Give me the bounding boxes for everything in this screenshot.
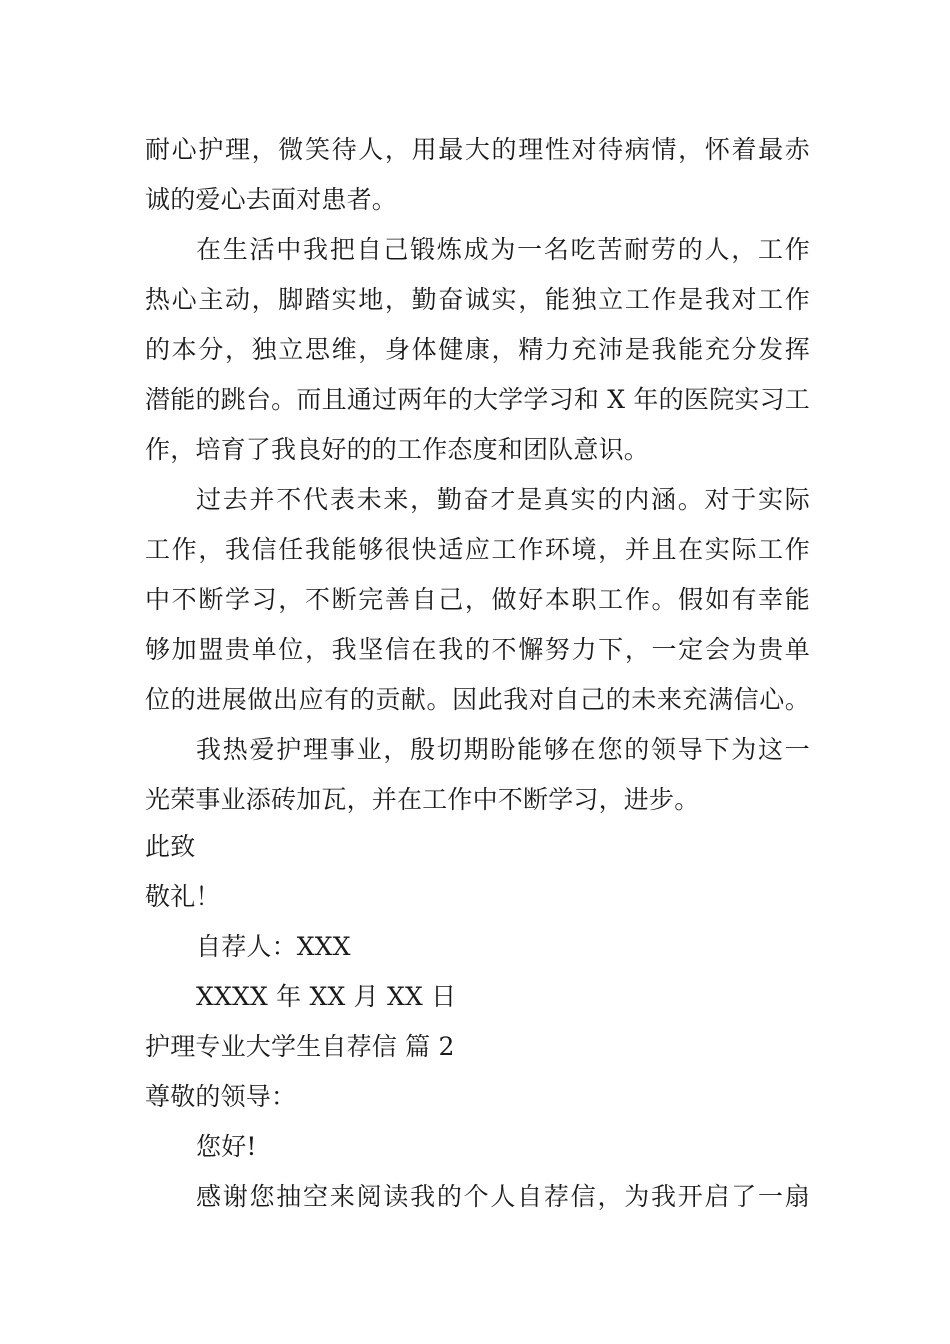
text-line: 光荣事业添砖加瓦，并在工作中不断学习，进步。 <box>145 785 700 814</box>
closing-line: 此致 <box>145 832 196 861</box>
text-line: 够加盟贵单位，我坚信在我的不懈努力下，一定会为贵单 <box>145 635 810 664</box>
text-line: 位的进展做出应有的贡献。因此我对自己的未来充满信心。 <box>145 685 810 714</box>
text-line: 热心主动，脚踏实地，勤奋诚实，能独立工作是我对工作 <box>145 285 810 314</box>
text-line: 过去并不代表未来，勤奋才是真实的内涵。对于实际 <box>196 485 810 514</box>
greeting-line: 您好! <box>196 1132 257 1161</box>
text-line: 我热爱护理事业，殷切期盼能够在您的领导下为这一 <box>196 735 810 764</box>
section-heading: 护理专业大学生自荐信 篇 2 <box>145 1032 455 1061</box>
text-line: 诚的爱心去面对患者。 <box>145 185 398 214</box>
text-line: 在生活中我把自己锻炼成为一名吃苦耐劳的人，工作 <box>196 235 810 264</box>
text-line: 的本分，独立思维，身体健康，精力充沛是我能充分发挥 <box>145 335 810 364</box>
text-line: 工作，我信任我能够很快适应工作环境，并且在实际工作 <box>145 535 810 564</box>
text-line: 作，培育了我良好的的工作态度和团队意识。 <box>145 435 650 464</box>
text-line: 耐心护理，微笑待人，用最大的理性对待病情，怀着最赤 <box>145 135 810 164</box>
text-line: 中不断学习，不断完善自己，做好本职工作。假如有幸能 <box>145 585 810 614</box>
salutation-line: 敬礼！ <box>145 882 221 911</box>
text-line: 潜能的跳台。而且通过两年的大学学习和 X 年的医院实习工 <box>145 385 810 414</box>
date-line: XXXX 年 XX 月 XX 日 <box>196 982 457 1011</box>
signature-line: 自荐人：XXX <box>196 932 351 961</box>
greeting-line: 尊敬的领导： <box>145 1082 297 1111</box>
text-line: 感谢您抽空来阅读我的个人自荐信，为我开启了一扇 <box>196 1182 810 1211</box>
